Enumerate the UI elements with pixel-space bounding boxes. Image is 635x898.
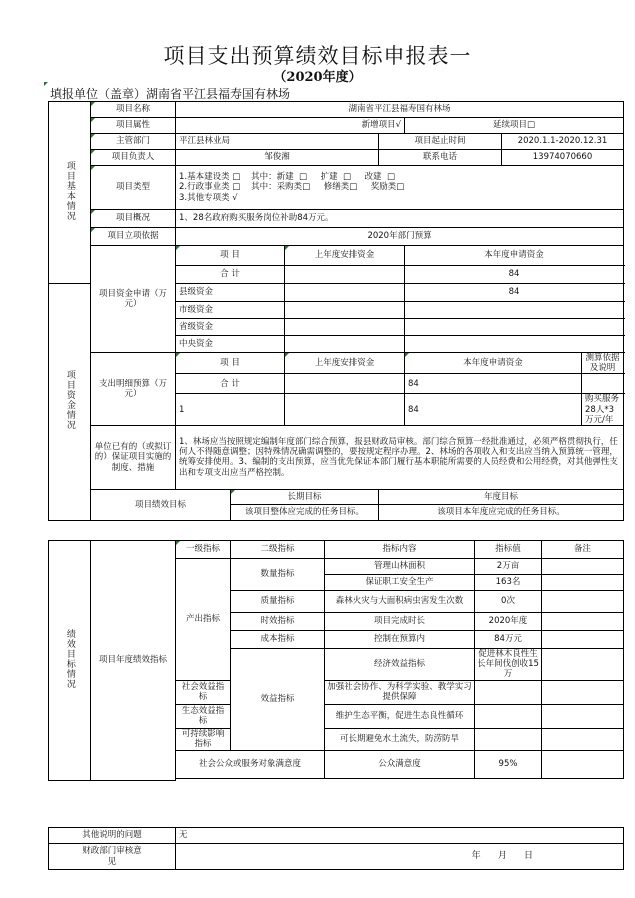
fund-row-last xyxy=(285,266,405,284)
apply-label: 项目资金申请（万元） xyxy=(91,246,176,353)
indicator-value: 84万元 xyxy=(475,631,542,649)
long-goal-value: 该项目整体应完成的任务目标。 xyxy=(231,504,379,520)
indicator-note xyxy=(542,680,624,704)
indicator-value xyxy=(475,680,542,704)
budget-form-table xyxy=(48,101,624,521)
fund-row-this xyxy=(405,336,624,353)
indicator-note xyxy=(542,613,624,631)
type-line-2: 2.行政事业类 □ 其中：采购类□ 修缮类□ 奖励类□ xyxy=(179,182,405,193)
project-name-label: 项目名称 xyxy=(91,102,176,118)
system-label: 单位已有的（或拟订的）保证项目实施的制度、措施 xyxy=(91,425,176,489)
fund-col-last: 上年度安排资金 xyxy=(285,246,405,266)
detail-col-last: 上年度安排资金 xyxy=(285,353,405,374)
header-lvl2: 二级指标 xyxy=(231,541,325,559)
fund-row-label: 合 计 xyxy=(176,266,285,284)
project-name-value: 湖南省平江县福寿国有林场 xyxy=(176,102,624,118)
indicator-note xyxy=(542,631,624,649)
form-year: （2020年度） xyxy=(273,70,362,85)
detail-col-basis: 测算依据及说明 xyxy=(582,353,624,374)
quantity-indicator: 数量指标 xyxy=(231,559,325,591)
goal-label: 项目绩效目标 xyxy=(91,489,231,520)
performance-table xyxy=(48,540,624,781)
dept-label: 主管部门 xyxy=(91,134,176,150)
footer-table xyxy=(48,827,624,870)
fund-row-label: 中央资金 xyxy=(176,336,285,353)
phone-label: 联系电话 xyxy=(379,150,502,166)
indicator-note xyxy=(542,559,624,575)
indicator-note xyxy=(542,728,624,750)
fund-row-last xyxy=(285,336,405,353)
indicator-content: 促进林木良性生长年间伐创收15万 xyxy=(475,649,542,681)
indicator-content: 管理山林面积 xyxy=(325,559,475,575)
fund-col-item: 项 目 xyxy=(176,246,285,266)
basic-section-label: 项目基本情况 xyxy=(49,102,91,284)
long-goal-label: 长期目标 xyxy=(231,489,379,504)
lead-value: 邹俊湘 xyxy=(176,150,379,166)
cell-marker xyxy=(44,82,48,86)
indicator-note xyxy=(542,575,624,591)
detail-row-basis: 购买服务28人*3万元/年 xyxy=(582,394,624,426)
indicator-content: 公众满意度 xyxy=(325,750,475,778)
detail-row-last xyxy=(285,394,405,426)
fund-row-this xyxy=(405,319,624,336)
detail-total-label: 合 计 xyxy=(176,374,285,394)
indicator-note xyxy=(542,750,624,778)
indicator-value: 163名 xyxy=(475,575,542,591)
lead-label: 项目负责人 xyxy=(91,150,176,166)
eco-indicator: 生态效益指标 xyxy=(176,704,231,728)
overview-label: 项目概况 xyxy=(91,210,176,228)
output-indicator: 产出指标 xyxy=(176,559,231,681)
fund-row-last xyxy=(285,319,405,336)
other-value: 无 xyxy=(176,828,624,844)
review-date: 年 月 日 xyxy=(471,851,533,861)
social-indicator: 社会效益指标 xyxy=(176,680,231,704)
header-content: 指标内容 xyxy=(325,541,475,559)
fund-col-this: 本年度申请资金 xyxy=(405,246,624,266)
fund-row-label: 省级资金 xyxy=(176,319,285,336)
econ-indicator: 经济效益指标 xyxy=(325,649,475,681)
annual-label: 项目年度绩效指标 xyxy=(91,541,176,781)
review-label: 财政部门审核意见 xyxy=(49,844,176,870)
detail-label: 支出明细预算（万元） xyxy=(91,353,176,426)
indicator-value: 0次 xyxy=(475,591,542,613)
type-label: 项目类型 xyxy=(91,166,176,210)
detail-total-this: 84 xyxy=(405,374,582,394)
detail-row-this: 84 xyxy=(405,394,582,426)
indicator-content: 保证职工安全生产 xyxy=(325,575,475,591)
indicator-value xyxy=(475,704,542,728)
fund-row-this: 84 xyxy=(405,284,624,302)
indicator-content: 维护生态平衡，促进生态良性循环 xyxy=(325,704,475,728)
filing-unit: 填报单位（盖章）湖南省平江县福寿国有林场 xyxy=(50,87,291,101)
indicator-value xyxy=(475,728,542,750)
fund-row-this xyxy=(405,302,624,319)
fund-row-this: 84 xyxy=(405,266,624,284)
overview-value: 1、28名政府购买服务岗位补助84万元。 xyxy=(176,210,624,228)
indicator-content: 控制在预算内 xyxy=(325,631,475,649)
indicator-content: 加强社会协作、为科学实验、教学实习提供保障 xyxy=(325,680,475,704)
fund-row-last xyxy=(285,284,405,302)
basis-label: 项目立项依据 xyxy=(91,228,176,246)
indicator-value: 2020年度 xyxy=(475,613,542,631)
indicator-content: 可长期避免水土流失，防涝防旱 xyxy=(325,728,475,750)
type-line-1: 1.基本建设类 □ 其中：新建 □ 扩建 □ 改建 □ xyxy=(179,172,395,183)
fund-row-label: 市级资金 xyxy=(176,302,285,319)
period-value: 2020.1.1-2020.12.31 xyxy=(502,134,624,150)
fund-row-label: 县级资金 xyxy=(176,284,285,302)
period-label: 项目起止时间 xyxy=(379,134,502,150)
cost-indicator: 成本指标 xyxy=(231,631,325,649)
sustain-indicator: 可持续影响指标 xyxy=(176,728,231,750)
detail-row-item: 1 xyxy=(176,394,285,426)
indicator-value: 95% xyxy=(475,750,542,778)
attr-new-checkbox[interactable]: 新增项目√ xyxy=(176,118,405,134)
indicator-note xyxy=(542,591,624,613)
type-line-3: 3.其他专项类 √ xyxy=(179,192,238,203)
basis-value: 2020年部门预算 xyxy=(176,228,624,246)
fund-row-last xyxy=(285,302,405,319)
indicator-content: 森林火灾与大面积病虫害发生次数 xyxy=(325,591,475,613)
indicator-note xyxy=(542,704,624,728)
detail-col-item: 项 目 xyxy=(176,353,285,374)
detail-total-last xyxy=(285,374,405,394)
year-goal-label: 年度目标 xyxy=(379,489,624,504)
form-title: 项目支出预算绩效目标申报表一 xyxy=(163,44,472,68)
perf-section-label: 绩效目标情况 xyxy=(49,541,91,781)
satisfaction-indicator: 社会公众或服务对象满意度 xyxy=(176,750,325,778)
year-goal-value: 该项目本年度应完成的任务目标。 xyxy=(379,504,624,520)
funds-section-label: 项目资金情况 xyxy=(49,284,91,521)
system-text: 1、林场应当按照规定编制年度部门综合预算，报县财政局审核。部门综合预算一经批准通过，必须严格贯彻执行，任何人不得随意调整；因特殊情况确需调整的，要按规定程序办理。2、林场的各项收入和支出应当纳入预算统一管理，统筹安排使用。3、编制的支出预算，应当优先保证本部门履行基本职能所需要的人员经费和公用经费，对其他弹性支出和专项支出应当严格控制。 xyxy=(176,425,624,489)
indicator-value: 2万亩 xyxy=(475,559,542,575)
other-label: 其他说明的问题 xyxy=(49,828,176,844)
type-options[interactable] xyxy=(176,166,624,210)
time-indicator: 时效指标 xyxy=(231,613,325,631)
attr-continue-checkbox[interactable]: 延续项目□ xyxy=(405,118,624,134)
indicator-value xyxy=(542,649,624,681)
indicator-content: 项目完成时长 xyxy=(325,613,475,631)
benefit-indicator: 效益指标 xyxy=(231,649,325,751)
detail-total-basis xyxy=(582,374,624,394)
header-value: 指标值 xyxy=(475,541,542,559)
header-lvl1: 一级指标 xyxy=(176,541,231,559)
header-note: 备注 xyxy=(542,541,624,559)
phone-value: 13974070660 xyxy=(502,150,624,166)
dept-value: 平江县林业局 xyxy=(176,134,379,150)
detail-col-this: 本年度申请资金 xyxy=(405,353,582,374)
review-area[interactable] xyxy=(176,844,624,870)
project-attr-label: 项目属性 xyxy=(91,118,176,134)
quality-indicator: 质量指标 xyxy=(231,591,325,613)
